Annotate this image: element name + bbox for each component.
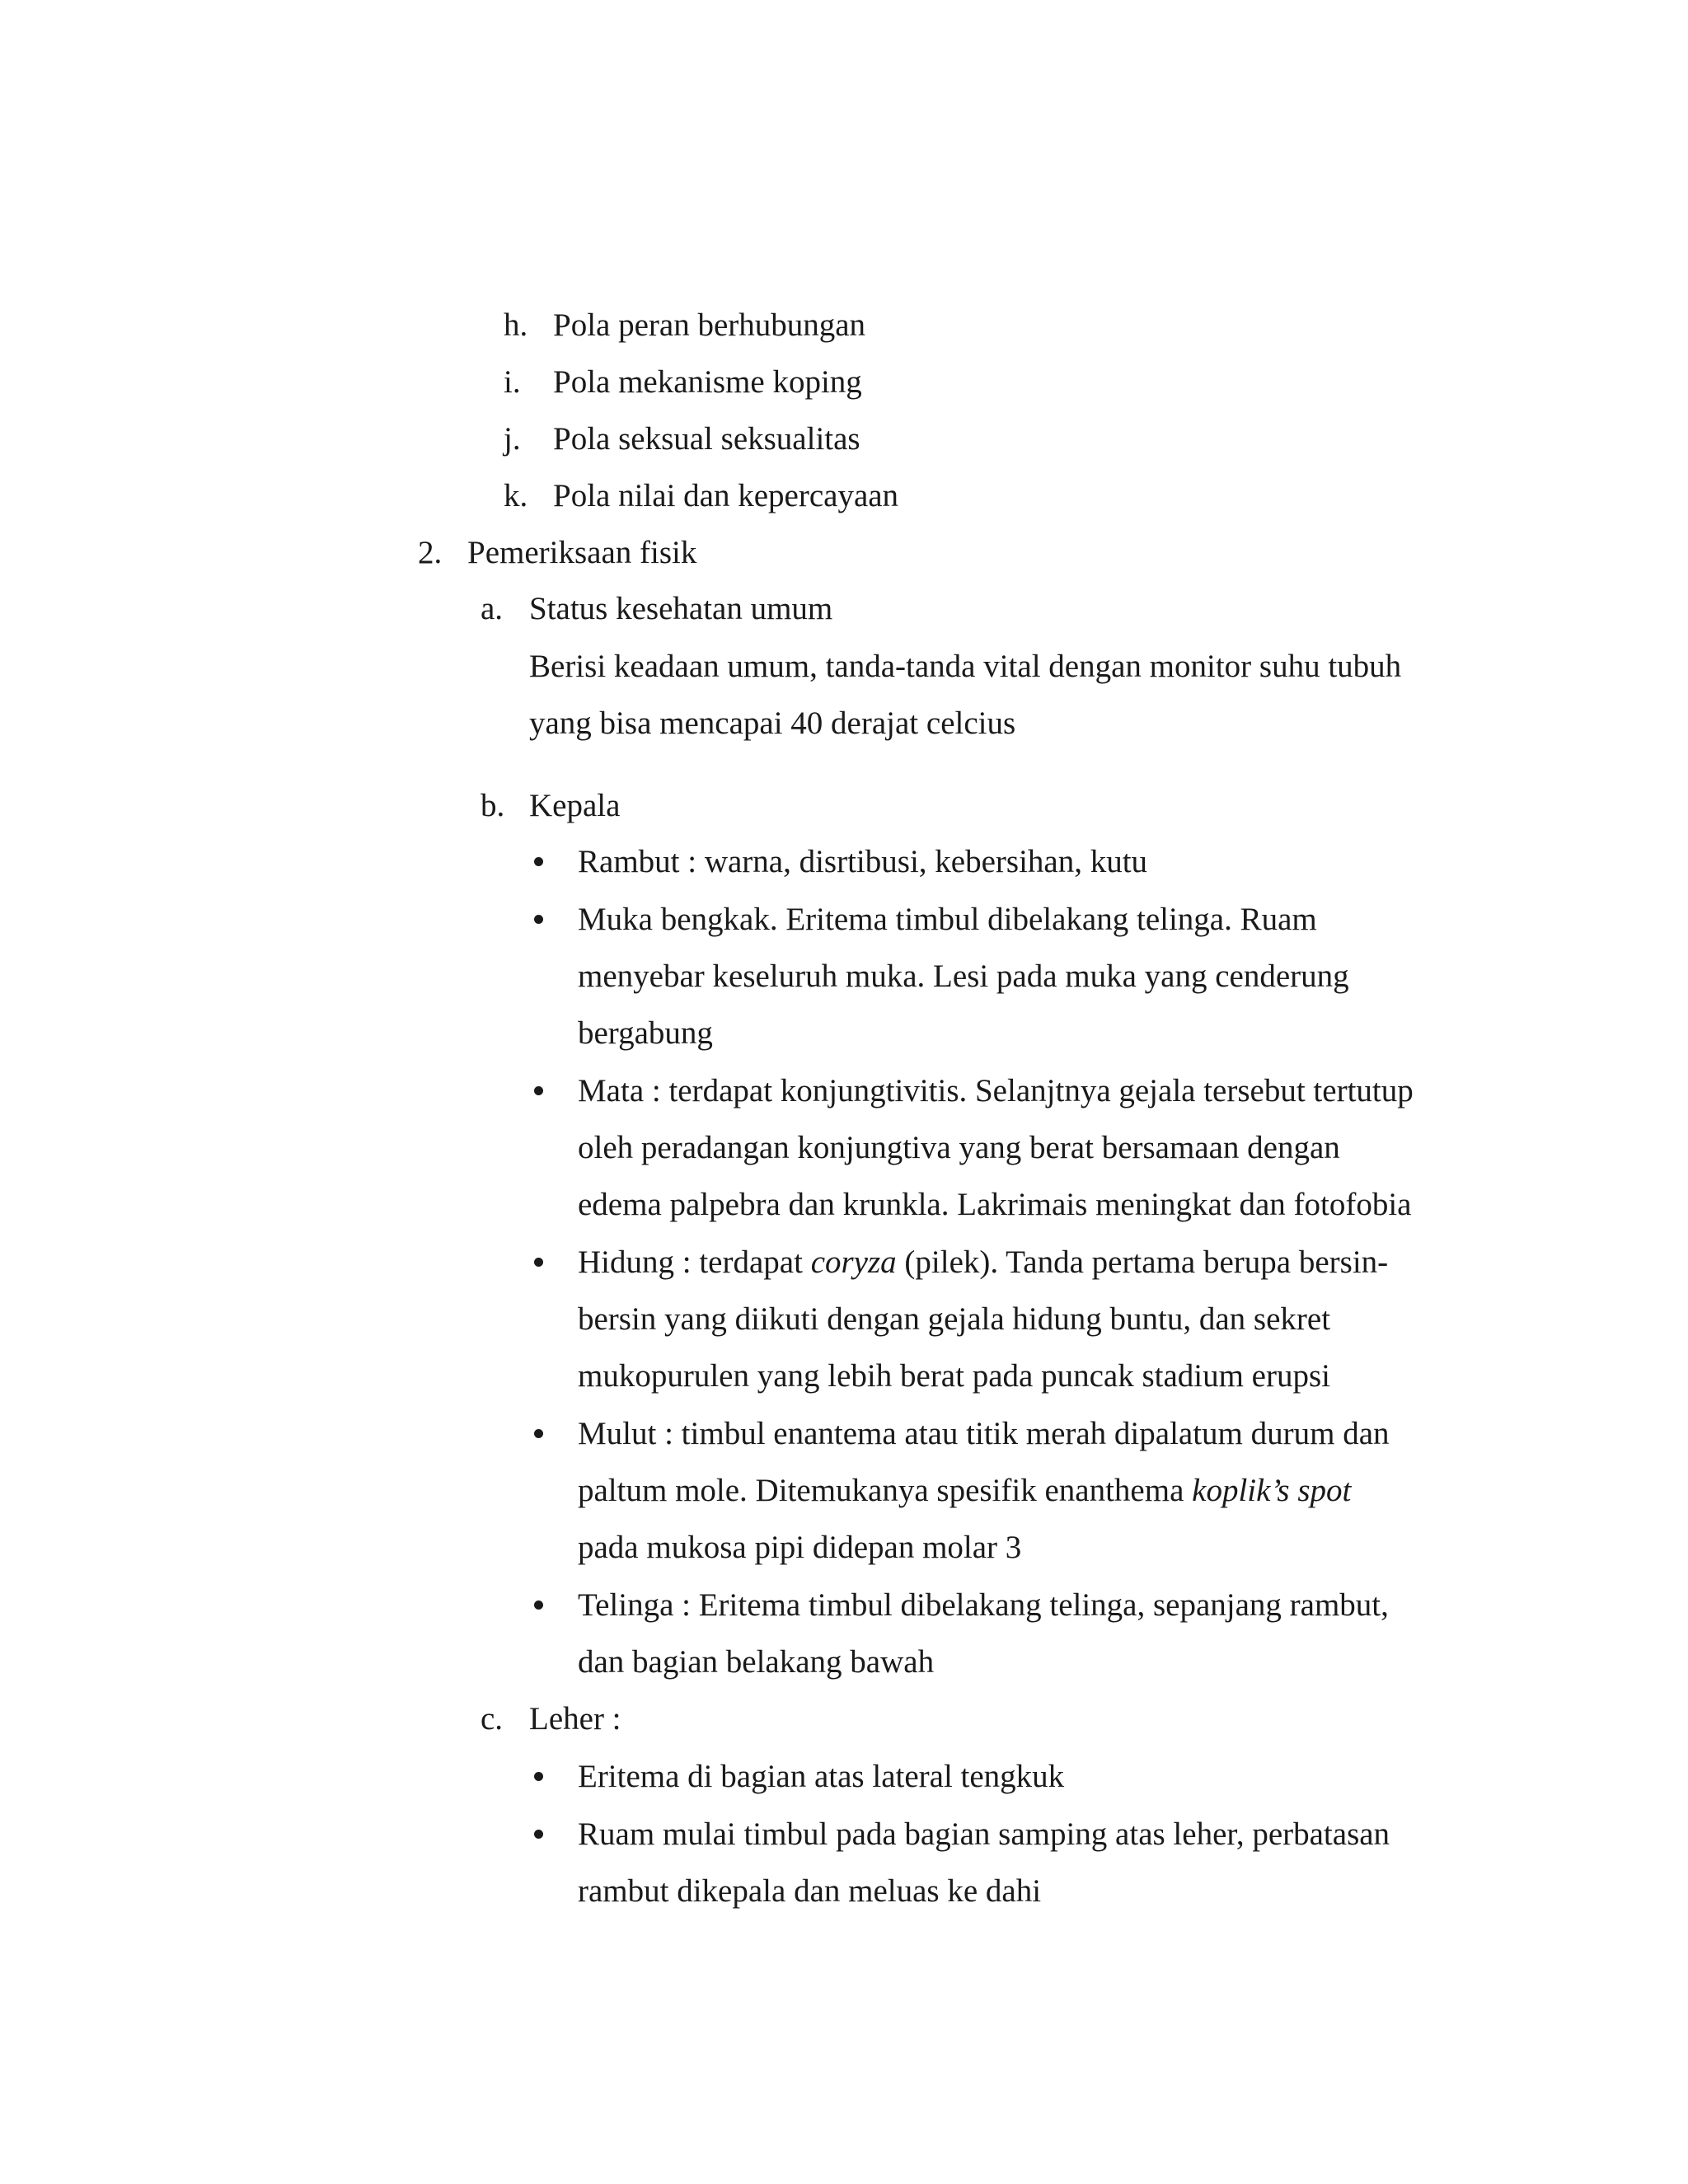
subsection-c-title: Leher : bbox=[529, 1701, 621, 1736]
bullet-text-hidung: mukopurulen yang lebih berat pada puncak stadium erupsi bbox=[578, 1358, 1330, 1394]
bullet-text-rambut: Rambut : warna, disrtibusi, kebersihan, kutu bbox=[578, 844, 1148, 879]
list-item-j: Pola seksual seksualitas bbox=[553, 421, 860, 457]
bullet-text-telinga: Telinga : Eritema timbul dibelakang telinga, sepanjang rambut, bbox=[578, 1587, 1389, 1623]
list-marker-h: h. bbox=[504, 307, 528, 343]
subsection-c-marker: c. bbox=[481, 1701, 504, 1736]
subsection-b-marker: b. bbox=[481, 788, 505, 823]
list-item-i: Pola mekanisme koping bbox=[553, 364, 862, 400]
section-2-marker: 2. bbox=[418, 535, 443, 570]
bullet-icon bbox=[534, 1429, 543, 1438]
bullet-icon bbox=[534, 1086, 543, 1095]
subsection-a-body-line: Berisi keadaan umum, tanda-tanda vital dengan monitor suhu tubuh bbox=[529, 649, 1402, 684]
bullet-text-hidung: Hidung : terdapat coryza (pilek). Tanda pertama berupa bersin- bbox=[578, 1244, 1389, 1280]
subsection-a-marker: a. bbox=[481, 591, 504, 626]
bullet-text-hidung: bersin yang diikuti dengan gejala hidung buntu, dan sekret bbox=[578, 1301, 1331, 1337]
bullet-text-telinga: dan bagian belakang bawah bbox=[578, 1644, 935, 1680]
bullet-icon bbox=[534, 857, 543, 866]
bullet-text-mata: edema palpebra dan krunkla. Lakrimais meningkat dan fotofobia bbox=[578, 1187, 1412, 1222]
subsection-a-title: Status kesehatan umum bbox=[529, 591, 833, 626]
subsection-b-title: Kepala bbox=[529, 788, 621, 823]
section-2-title: Pemeriksaan fisik bbox=[467, 535, 697, 570]
bullet-text-muka: menyebar keseluruh muka. Lesi pada muka yang cenderung bbox=[578, 958, 1349, 994]
bullet-text-mata: Mata : terdapat konjungtivitis. Selanjtnya gejala tersebut tertutup bbox=[578, 1073, 1414, 1108]
bullet-icon bbox=[534, 1830, 543, 1839]
bullet-text-mata: oleh peradangan konjungtiva yang berat bersamaan dengan bbox=[578, 1130, 1340, 1165]
bullet-icon bbox=[534, 1772, 543, 1781]
bullet-text-leher: Ruam mulai timbul pada bagian samping atas leher, perbatasan bbox=[578, 1816, 1390, 1852]
bullet-text-mulut: pada mukosa pipi didepan molar 3 bbox=[578, 1530, 1022, 1565]
list-marker-j: j. bbox=[504, 421, 521, 457]
bullet-text-mulut: Mulut : timbul enantema atau titik merah dipalatum durum dan bbox=[578, 1416, 1390, 1451]
bullet-icon bbox=[534, 1601, 543, 1610]
bullet-icon bbox=[534, 1258, 543, 1267]
list-item-h: Pola peran berhubungan bbox=[553, 307, 866, 343]
list-marker-i: i. bbox=[504, 364, 521, 400]
bullet-text-muka: Muka bengkak. Eritema timbul dibelakang telinga. Ruam bbox=[578, 902, 1317, 937]
list-marker-k: k. bbox=[504, 478, 528, 513]
bullet-text-leher: rambut dikepala dan meluas ke dahi bbox=[578, 1873, 1042, 1909]
subsection-a-body-line: yang bisa mencapai 40 derajat celcius bbox=[529, 705, 1016, 741]
bullet-text-mulut: paltum mole. Ditemukanya spesifik enanthema koplik’s spot bbox=[578, 1473, 1352, 1508]
bullet-text-leher: Eritema di bagian atas lateral tengkuk bbox=[578, 1759, 1065, 1794]
bullet-text-muka: bergabung bbox=[578, 1015, 713, 1051]
bullet-icon bbox=[534, 915, 543, 924]
list-item-k: Pola nilai dan kepercayaan bbox=[553, 478, 899, 513]
